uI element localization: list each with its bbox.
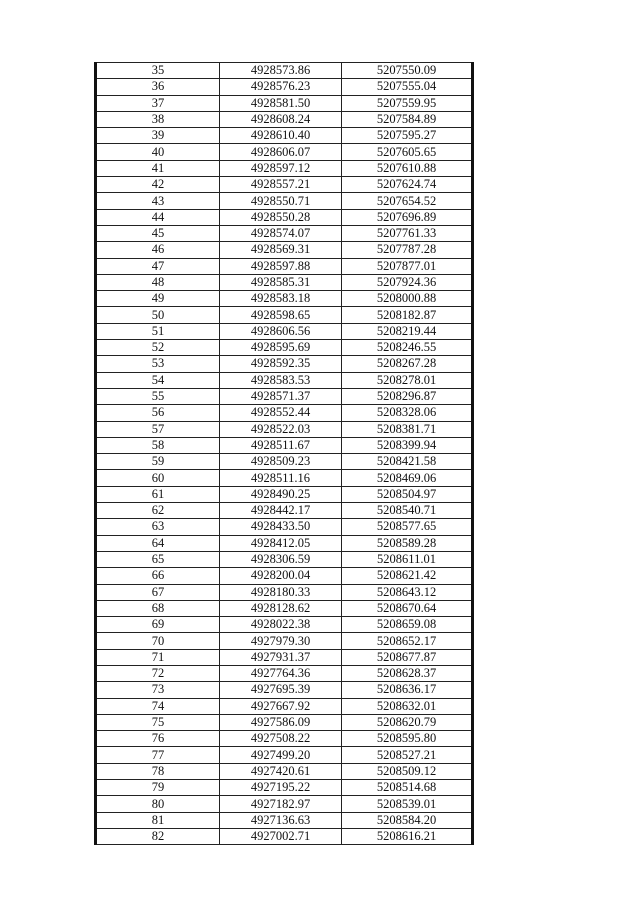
point-number-cell: 66 bbox=[96, 568, 220, 584]
point-number-cell: 71 bbox=[96, 649, 220, 665]
table-row bbox=[96, 568, 473, 584]
point-number-cell: 69 bbox=[96, 617, 220, 633]
point-number-cell: 37 bbox=[96, 95, 220, 111]
point-number-cell: 81 bbox=[96, 812, 220, 828]
point-number-cell: 54 bbox=[96, 372, 220, 388]
y-coordinate-cell: 5208381.71 bbox=[342, 421, 473, 437]
y-coordinate-cell: 5208611.01 bbox=[342, 551, 473, 567]
point-number-cell: 76 bbox=[96, 731, 220, 747]
x-coordinate-cell: 4928180.33 bbox=[220, 584, 342, 600]
y-coordinate-cell: 5208514.68 bbox=[342, 780, 473, 796]
point-number-cell: 56 bbox=[96, 405, 220, 421]
y-coordinate-cell: 5207787.28 bbox=[342, 242, 473, 258]
point-number-cell: 35 bbox=[96, 63, 220, 79]
y-coordinate-cell: 5208621.42 bbox=[342, 568, 473, 584]
y-coordinate-cell: 5208399.94 bbox=[342, 437, 473, 453]
point-number-cell: 60 bbox=[96, 470, 220, 486]
table-row bbox=[96, 274, 473, 290]
y-coordinate-cell: 5207761.33 bbox=[342, 225, 473, 241]
x-coordinate-cell: 4928306.59 bbox=[220, 551, 342, 567]
x-coordinate-cell: 4927195.22 bbox=[220, 780, 342, 796]
table-row bbox=[96, 242, 473, 258]
point-number-cell: 36 bbox=[96, 79, 220, 95]
x-coordinate-cell: 4927420.61 bbox=[220, 763, 342, 779]
table-row bbox=[96, 258, 473, 274]
table-row bbox=[96, 454, 473, 470]
y-coordinate-cell: 5207610.88 bbox=[342, 160, 473, 176]
y-coordinate-cell: 5208267.28 bbox=[342, 356, 473, 372]
point-number-cell: 67 bbox=[96, 584, 220, 600]
y-coordinate-cell: 5208182.87 bbox=[342, 307, 473, 323]
table-row bbox=[96, 470, 473, 486]
point-number-cell: 39 bbox=[96, 128, 220, 144]
point-number-cell: 58 bbox=[96, 437, 220, 453]
point-number-cell: 53 bbox=[96, 356, 220, 372]
x-coordinate-cell: 4928610.40 bbox=[220, 128, 342, 144]
x-coordinate-cell: 4928597.12 bbox=[220, 160, 342, 176]
y-coordinate-cell: 5208246.55 bbox=[342, 340, 473, 356]
x-coordinate-cell: 4928522.03 bbox=[220, 421, 342, 437]
y-coordinate-cell: 5208628.37 bbox=[342, 665, 473, 681]
y-coordinate-cell: 5208421.58 bbox=[342, 454, 473, 470]
table-row bbox=[96, 731, 473, 747]
table-row bbox=[96, 79, 473, 95]
y-coordinate-cell: 5208577.65 bbox=[342, 519, 473, 535]
x-coordinate-cell: 4928571.37 bbox=[220, 388, 342, 404]
table-row bbox=[96, 682, 473, 698]
table-row bbox=[96, 225, 473, 241]
table-row bbox=[96, 63, 473, 79]
point-number-cell: 41 bbox=[96, 160, 220, 176]
table-row bbox=[96, 323, 473, 339]
x-coordinate-cell: 4927695.39 bbox=[220, 682, 342, 698]
y-coordinate-cell: 5208539.01 bbox=[342, 796, 473, 812]
table-row bbox=[96, 747, 473, 763]
table-row bbox=[96, 160, 473, 176]
y-coordinate-cell: 5208540.71 bbox=[342, 503, 473, 519]
point-number-cell: 52 bbox=[96, 340, 220, 356]
point-number-cell: 40 bbox=[96, 144, 220, 160]
point-number-cell: 82 bbox=[96, 828, 220, 844]
y-coordinate-cell: 5207924.36 bbox=[342, 274, 473, 290]
x-coordinate-cell: 4928200.04 bbox=[220, 568, 342, 584]
x-coordinate-cell: 4927764.36 bbox=[220, 665, 342, 681]
table-row bbox=[96, 372, 473, 388]
x-coordinate-cell: 4928606.07 bbox=[220, 144, 342, 160]
point-number-cell: 70 bbox=[96, 633, 220, 649]
point-number-cell: 51 bbox=[96, 323, 220, 339]
point-number-cell: 48 bbox=[96, 274, 220, 290]
point-number-cell: 78 bbox=[96, 763, 220, 779]
point-number-cell: 44 bbox=[96, 209, 220, 225]
x-coordinate-cell: 4928509.23 bbox=[220, 454, 342, 470]
y-coordinate-cell: 5207595.27 bbox=[342, 128, 473, 144]
y-coordinate-cell: 5208509.12 bbox=[342, 763, 473, 779]
table-row bbox=[96, 405, 473, 421]
table-row bbox=[96, 633, 473, 649]
y-coordinate-cell: 5207555.04 bbox=[342, 79, 473, 95]
y-coordinate-cell: 5208632.01 bbox=[342, 698, 473, 714]
x-coordinate-cell: 4928442.17 bbox=[220, 503, 342, 519]
y-coordinate-cell: 5207550.09 bbox=[342, 63, 473, 79]
table-row bbox=[96, 584, 473, 600]
point-number-cell: 49 bbox=[96, 291, 220, 307]
y-coordinate-cell: 5208659.08 bbox=[342, 617, 473, 633]
table-row bbox=[96, 551, 473, 567]
y-coordinate-cell: 5208677.87 bbox=[342, 649, 473, 665]
x-coordinate-cell: 4928022.38 bbox=[220, 617, 342, 633]
point-number-cell: 73 bbox=[96, 682, 220, 698]
x-coordinate-cell: 4928608.24 bbox=[220, 111, 342, 127]
point-number-cell: 63 bbox=[96, 519, 220, 535]
y-coordinate-cell: 5207654.52 bbox=[342, 193, 473, 209]
x-coordinate-cell: 4928606.56 bbox=[220, 323, 342, 339]
point-number-cell: 43 bbox=[96, 193, 220, 209]
x-coordinate-cell: 4928552.44 bbox=[220, 405, 342, 421]
table-row bbox=[96, 812, 473, 828]
x-coordinate-cell: 4927586.09 bbox=[220, 714, 342, 730]
y-coordinate-cell: 5208527.21 bbox=[342, 747, 473, 763]
y-coordinate-cell: 5207605.65 bbox=[342, 144, 473, 160]
x-coordinate-cell: 4928550.71 bbox=[220, 193, 342, 209]
x-coordinate-cell: 4928569.31 bbox=[220, 242, 342, 258]
table-row bbox=[96, 665, 473, 681]
table-row bbox=[96, 95, 473, 111]
x-coordinate-cell: 4927667.92 bbox=[220, 698, 342, 714]
table-row bbox=[96, 519, 473, 535]
point-number-cell: 68 bbox=[96, 600, 220, 616]
x-coordinate-cell: 4928550.28 bbox=[220, 209, 342, 225]
point-number-cell: 75 bbox=[96, 714, 220, 730]
x-coordinate-cell: 4928511.16 bbox=[220, 470, 342, 486]
table-row bbox=[96, 128, 473, 144]
table-row bbox=[96, 649, 473, 665]
y-coordinate-cell: 5207559.95 bbox=[342, 95, 473, 111]
x-coordinate-cell: 4927136.63 bbox=[220, 812, 342, 828]
table-row bbox=[96, 388, 473, 404]
table-row bbox=[96, 193, 473, 209]
x-coordinate-cell: 4928585.31 bbox=[220, 274, 342, 290]
y-coordinate-cell: 5208636.17 bbox=[342, 682, 473, 698]
point-number-cell: 42 bbox=[96, 177, 220, 193]
table-row bbox=[96, 421, 473, 437]
x-coordinate-cell: 4928597.88 bbox=[220, 258, 342, 274]
x-coordinate-cell: 4928557.21 bbox=[220, 177, 342, 193]
point-number-cell: 57 bbox=[96, 421, 220, 437]
table-row bbox=[96, 291, 473, 307]
table-row bbox=[96, 796, 473, 812]
x-coordinate-cell: 4928576.23 bbox=[220, 79, 342, 95]
table-row bbox=[96, 437, 473, 453]
point-number-cell: 47 bbox=[96, 258, 220, 274]
point-number-cell: 65 bbox=[96, 551, 220, 567]
point-number-cell: 74 bbox=[96, 698, 220, 714]
table-row bbox=[96, 617, 473, 633]
x-coordinate-cell: 4928583.53 bbox=[220, 372, 342, 388]
x-coordinate-cell: 4928592.35 bbox=[220, 356, 342, 372]
x-coordinate-cell: 4927499.20 bbox=[220, 747, 342, 763]
x-coordinate-cell: 4928511.67 bbox=[220, 437, 342, 453]
point-number-cell: 45 bbox=[96, 225, 220, 241]
table-row bbox=[96, 209, 473, 225]
table-row bbox=[96, 307, 473, 323]
table-row bbox=[96, 111, 473, 127]
y-coordinate-cell: 5208219.44 bbox=[342, 323, 473, 339]
x-coordinate-cell: 4927182.97 bbox=[220, 796, 342, 812]
table-row bbox=[96, 177, 473, 193]
y-coordinate-cell: 5208328.06 bbox=[342, 405, 473, 421]
x-coordinate-cell: 4928583.18 bbox=[220, 291, 342, 307]
x-coordinate-cell: 4928573.86 bbox=[220, 63, 342, 79]
x-coordinate-cell: 4927508.22 bbox=[220, 731, 342, 747]
x-coordinate-cell: 4928574.07 bbox=[220, 225, 342, 241]
x-coordinate-cell: 4928598.65 bbox=[220, 307, 342, 323]
point-number-cell: 79 bbox=[96, 780, 220, 796]
table-row bbox=[96, 486, 473, 502]
table-row bbox=[96, 698, 473, 714]
y-coordinate-cell: 5207624.74 bbox=[342, 177, 473, 193]
point-number-cell: 55 bbox=[96, 388, 220, 404]
point-number-cell: 77 bbox=[96, 747, 220, 763]
table-row bbox=[96, 780, 473, 796]
table-row bbox=[96, 763, 473, 779]
y-coordinate-cell: 5208643.12 bbox=[342, 584, 473, 600]
point-number-cell: 38 bbox=[96, 111, 220, 127]
x-coordinate-cell: 4927979.30 bbox=[220, 633, 342, 649]
coordinates-table bbox=[94, 62, 474, 845]
y-coordinate-cell: 5208504.97 bbox=[342, 486, 473, 502]
point-number-cell: 59 bbox=[96, 454, 220, 470]
table-row bbox=[96, 600, 473, 616]
table-row bbox=[96, 144, 473, 160]
point-number-cell: 46 bbox=[96, 242, 220, 258]
x-coordinate-cell: 4928595.69 bbox=[220, 340, 342, 356]
y-coordinate-cell: 5207696.89 bbox=[342, 209, 473, 225]
y-coordinate-cell: 5208616.21 bbox=[342, 828, 473, 844]
x-coordinate-cell: 4928412.05 bbox=[220, 535, 342, 551]
point-number-cell: 62 bbox=[96, 503, 220, 519]
y-coordinate-cell: 5208469.06 bbox=[342, 470, 473, 486]
x-coordinate-cell: 4928128.62 bbox=[220, 600, 342, 616]
x-coordinate-cell: 4928581.50 bbox=[220, 95, 342, 111]
table-row bbox=[96, 340, 473, 356]
x-coordinate-cell: 4927931.37 bbox=[220, 649, 342, 665]
point-number-cell: 64 bbox=[96, 535, 220, 551]
x-coordinate-cell: 4928490.25 bbox=[220, 486, 342, 502]
y-coordinate-cell: 5208670.64 bbox=[342, 600, 473, 616]
coordinates-table-body bbox=[96, 63, 473, 845]
y-coordinate-cell: 5208584.20 bbox=[342, 812, 473, 828]
point-number-cell: 61 bbox=[96, 486, 220, 502]
table-row bbox=[96, 714, 473, 730]
y-coordinate-cell: 5208595.80 bbox=[342, 731, 473, 747]
x-coordinate-cell: 4928433.50 bbox=[220, 519, 342, 535]
y-coordinate-cell: 5208278.01 bbox=[342, 372, 473, 388]
y-coordinate-cell: 5208620.79 bbox=[342, 714, 473, 730]
table-row bbox=[96, 828, 473, 844]
table-row bbox=[96, 535, 473, 551]
y-coordinate-cell: 5207877.01 bbox=[342, 258, 473, 274]
y-coordinate-cell: 5208000.88 bbox=[342, 291, 473, 307]
table-row bbox=[96, 356, 473, 372]
y-coordinate-cell: 5208652.17 bbox=[342, 633, 473, 649]
table-row bbox=[96, 503, 473, 519]
y-coordinate-cell: 5208296.87 bbox=[342, 388, 473, 404]
y-coordinate-cell: 5208589.28 bbox=[342, 535, 473, 551]
point-number-cell: 72 bbox=[96, 665, 220, 681]
x-coordinate-cell: 4927002.71 bbox=[220, 828, 342, 844]
y-coordinate-cell: 5207584.89 bbox=[342, 111, 473, 127]
point-number-cell: 80 bbox=[96, 796, 220, 812]
point-number-cell: 50 bbox=[96, 307, 220, 323]
